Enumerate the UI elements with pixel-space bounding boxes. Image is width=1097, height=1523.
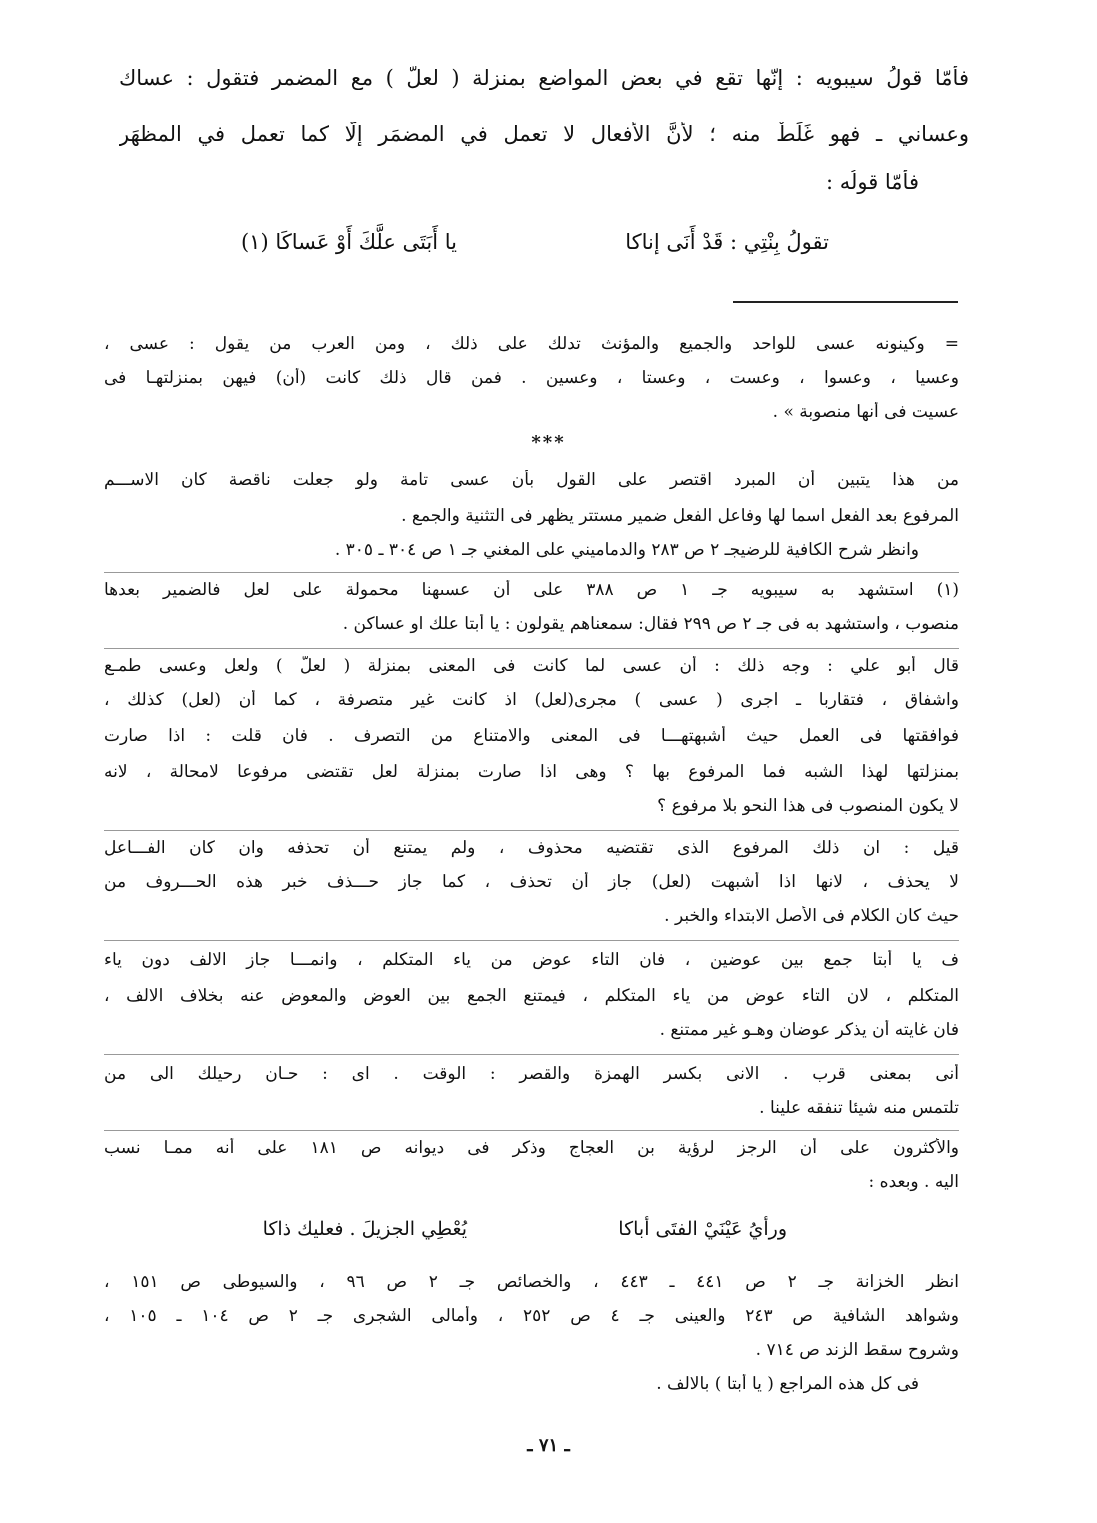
commentary-line: انظر الخزانة جـ ٢ ص ٤٤١ ـ ٤٤٣ ، والخصائص جـ ٢ ص ٩٦ ، والسيوطى ص ١٥١ ، <box>104 1272 959 1292</box>
footnote-line-2: وعسيا ، وعسوا ، وعست ، وعستا ، وعسين . فمن قال ذلك كانت (أن) فيهن بمنزلتهـا فى <box>104 368 959 388</box>
separator <box>104 648 959 649</box>
commentary-line: وشروح سقط الزند ص ٧١٤ . <box>755 1340 959 1360</box>
commentary-line: واشفاق ، فتقاربا ـ اجرى ( عسى ) مجرى(لعل) اذ كانت غير متصرفة ، كما أن (لعل) كذلك ، <box>104 690 959 710</box>
page-number: ـ ٧١ ـ <box>527 1435 570 1456</box>
commentary-line: وانظر شرح الكافية للرضيجـ ٢ ص ٢٨٣ والدماميني على المغني جـ ١ ص ٣٠٤ ـ ٣٠٥ . <box>334 540 919 560</box>
commentary-line: فوافقتها فى العمل حيث أشبهتهـــا فى المعنى والامتناع من التصرف . فان قلت : اذا صارت <box>104 726 959 746</box>
commentary-line: وشواهد الشافية ص ٢٤٣ والعينى جـ ٤ ص ٢٥٢ ، وأمالى الشجرى جـ ٢ ص ١٠٤ ـ ١٠٥ ، <box>104 1306 959 1326</box>
separator <box>104 1054 959 1055</box>
commentary-line: المرفوع بعد الفعل اسما لها وفاعل الفعل ضمير مستتر يظهر فى التثنية والجمع . <box>401 506 959 526</box>
verse-second-hemistich: يا أَبَتَى علَّكَ أَوْ عَساكَا (١) <box>240 230 457 254</box>
footnote-line-1: = وكينونه عسى للواحد والجميع والمؤنث تدلك على ذلك ، ومن العرب من يقول : عسى ، <box>104 334 959 354</box>
separator <box>104 1130 959 1131</box>
commentary-line: (١) استشهد به سيبويه جـ ١ ص ٣٨٨ على أن عسىهنا محمولة على لعل فالضمير بعدها <box>104 580 959 600</box>
main-text-line-1: فأمّا قولُ سيبويه : إنّها تقع في بعض المواضع بمنزلة ( لعلَّ ) مع المضمر فتقول : عساك <box>119 66 969 90</box>
commentary-line: اليه . وبعده : <box>868 1172 959 1192</box>
commentary-line: منصوب ، واستشهد به فى جـ ٢ ص ٢٩٩ فقال: سمعناهم يقولون : يا أبتا علك او عساكن . <box>342 614 959 634</box>
commentary-line: ف يا أبتا جمع بين عوضين ، فان التاء عوض من ياء المتكلم ، وانمـــا جاز الالف دون ياء <box>104 950 959 970</box>
commentary-line: أنى بمعنى قرب . الانى بكسر الهمزة والقصر : الوقت . اى : حـان رحيلك الى من <box>104 1064 959 1084</box>
commentary-line: والأكثرون على أن الرجز لرؤية بن العجاج وذكر فى ديوانه ص ١٨١ على أنه ممـا نسب <box>104 1138 959 1158</box>
separator <box>104 830 959 831</box>
commentary-line: قال أبو علي : وجه ذلك : أن عسى لما كانت فى المعنى بمنزلة ( لعلّ ) ولعل وعسى طمـع <box>104 656 959 676</box>
commentary-line: تلتمس منه شيئا تنفقه علينا . <box>759 1098 959 1118</box>
commentary-line: قيل : ان ذلك المرفوع الذى تقتضيه محذوف ، ولم يمتنع أن تحذفه وان كان الفـــاعل <box>104 838 959 858</box>
verse-first-hemistich: تقولُ بِنْتِي : قَدْ أَنَى إناكا <box>625 230 829 254</box>
main-text-line-3: فأمّا قولُه : <box>825 170 919 194</box>
commentary-line: حيث كان الكلام فى الأصل الابتداء والخبر . <box>664 906 959 926</box>
section-stars: *** <box>531 432 566 453</box>
separator <box>104 940 959 941</box>
commentary-line: فان غايته أن يذكر عوضان وهـو غير ممتنع . <box>659 1020 959 1040</box>
commentary-line: لا يكون المنصوب فى هذا النحو بلا مرفوع ؟ <box>657 796 959 816</box>
main-text-line-2: وعساني ـ فهو غَلَطٌ منه ؛ لأنَّ الأفعال لا تعمل في المضمَر إلّا كما تعمل في المظهَر <box>119 122 969 146</box>
commentary-line: بمنزلتها لهذا الشبه فما المرفوع بها ؟ وهى اذا صارت بمنزلة لعل تقتضى مرفوعا لامحالة ، لانه <box>104 762 959 782</box>
footnote-line-3: عسيت فى أنها منصوبة » . <box>772 402 959 422</box>
commentary-line: من هذا يتبين أن المبرد اقتصر على القول بأن عسى تامة ولو جعلت ناقصة كان الاســـم <box>104 470 959 490</box>
verse2-first-hemistich: ورأيُ عَيْنَيْ الفتَى أباكا <box>618 1218 787 1240</box>
commentary-line: فى كل هذه المراجع ( يا أبتا ) بالالف . <box>656 1374 919 1394</box>
separator <box>104 572 959 573</box>
verse2-second-hemistich: يُعْطِي الجزيلَ . فعليك ذاكا <box>262 1218 467 1240</box>
footnote-rule <box>733 301 958 303</box>
commentary-line: لا يحذف ، لانها اذا أشبهت (لعل) جاز أن تحذف ، كما جاز حـــذف خبر هذه الحـــروف من <box>104 872 959 892</box>
commentary-line: المتكلم ، لان التاء عوض من ياء المتكلم ، فيمتنع الجمع بين العوض والمعوض عنه بخلاف الالف ، <box>104 986 959 1006</box>
